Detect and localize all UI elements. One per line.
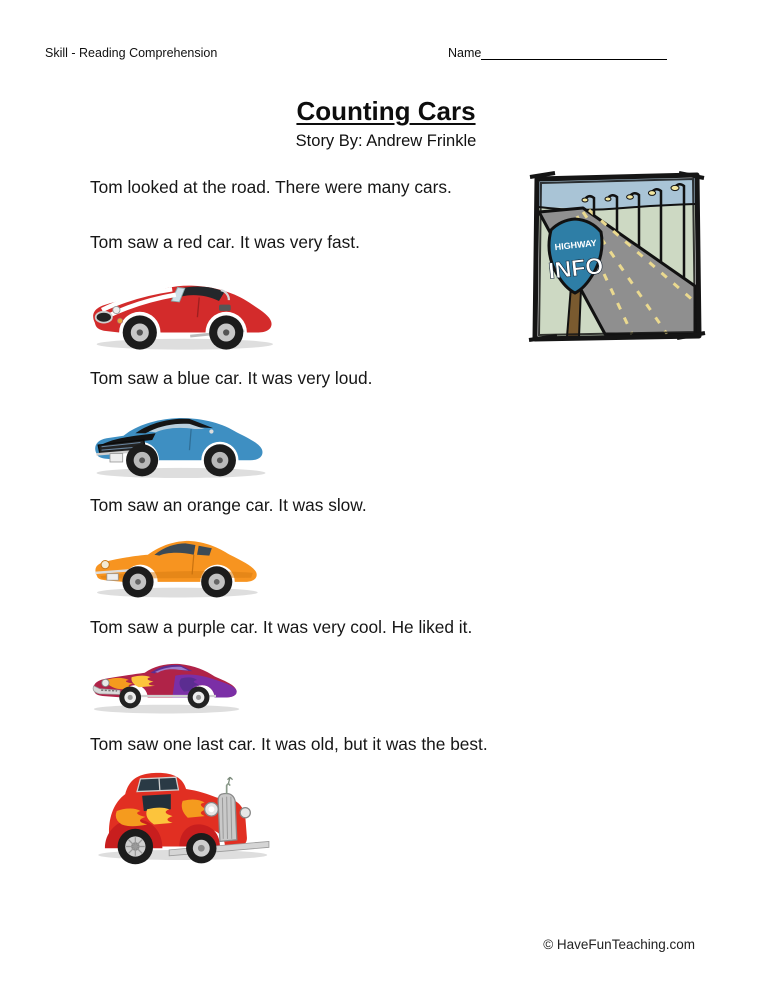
story-line-4: Tom saw an orange car. It was slow. — [90, 495, 367, 515]
page-title: Counting Cars — [296, 96, 476, 126]
copyright-text: © HaveFunTeaching.com — [543, 937, 695, 952]
story-line-6: Tom saw one last car. It was old, but it was the best. — [90, 734, 488, 754]
red-car-image — [84, 265, 282, 355]
byline: Story By: Andrew Frinkle — [295, 132, 477, 150]
story-line-3: Tom saw a blue car. It was very loud. — [90, 368, 373, 388]
old-car-image — [88, 756, 274, 866]
name-blank-line — [481, 47, 667, 60]
sign-text-highway: HIGHWAY — [554, 237, 598, 253]
skill-label: Skill - Reading Comprehension — [45, 46, 218, 60]
orange-car-image — [88, 522, 270, 604]
story-line-5: Tom saw a purple car. It was very cool. He liked it. — [90, 617, 473, 637]
story-line-2: Tom saw a red car. It was very fast. — [90, 232, 360, 252]
name-label: Name — [448, 46, 482, 60]
blue-car-image — [88, 395, 274, 485]
name-field — [448, 46, 667, 60]
highway-illustration — [527, 166, 707, 349]
sign-text-info: INFO — [547, 252, 605, 284]
story-line-1: Tom looked at the road. There were many cars. — [90, 177, 452, 197]
purple-car-image — [88, 642, 248, 718]
